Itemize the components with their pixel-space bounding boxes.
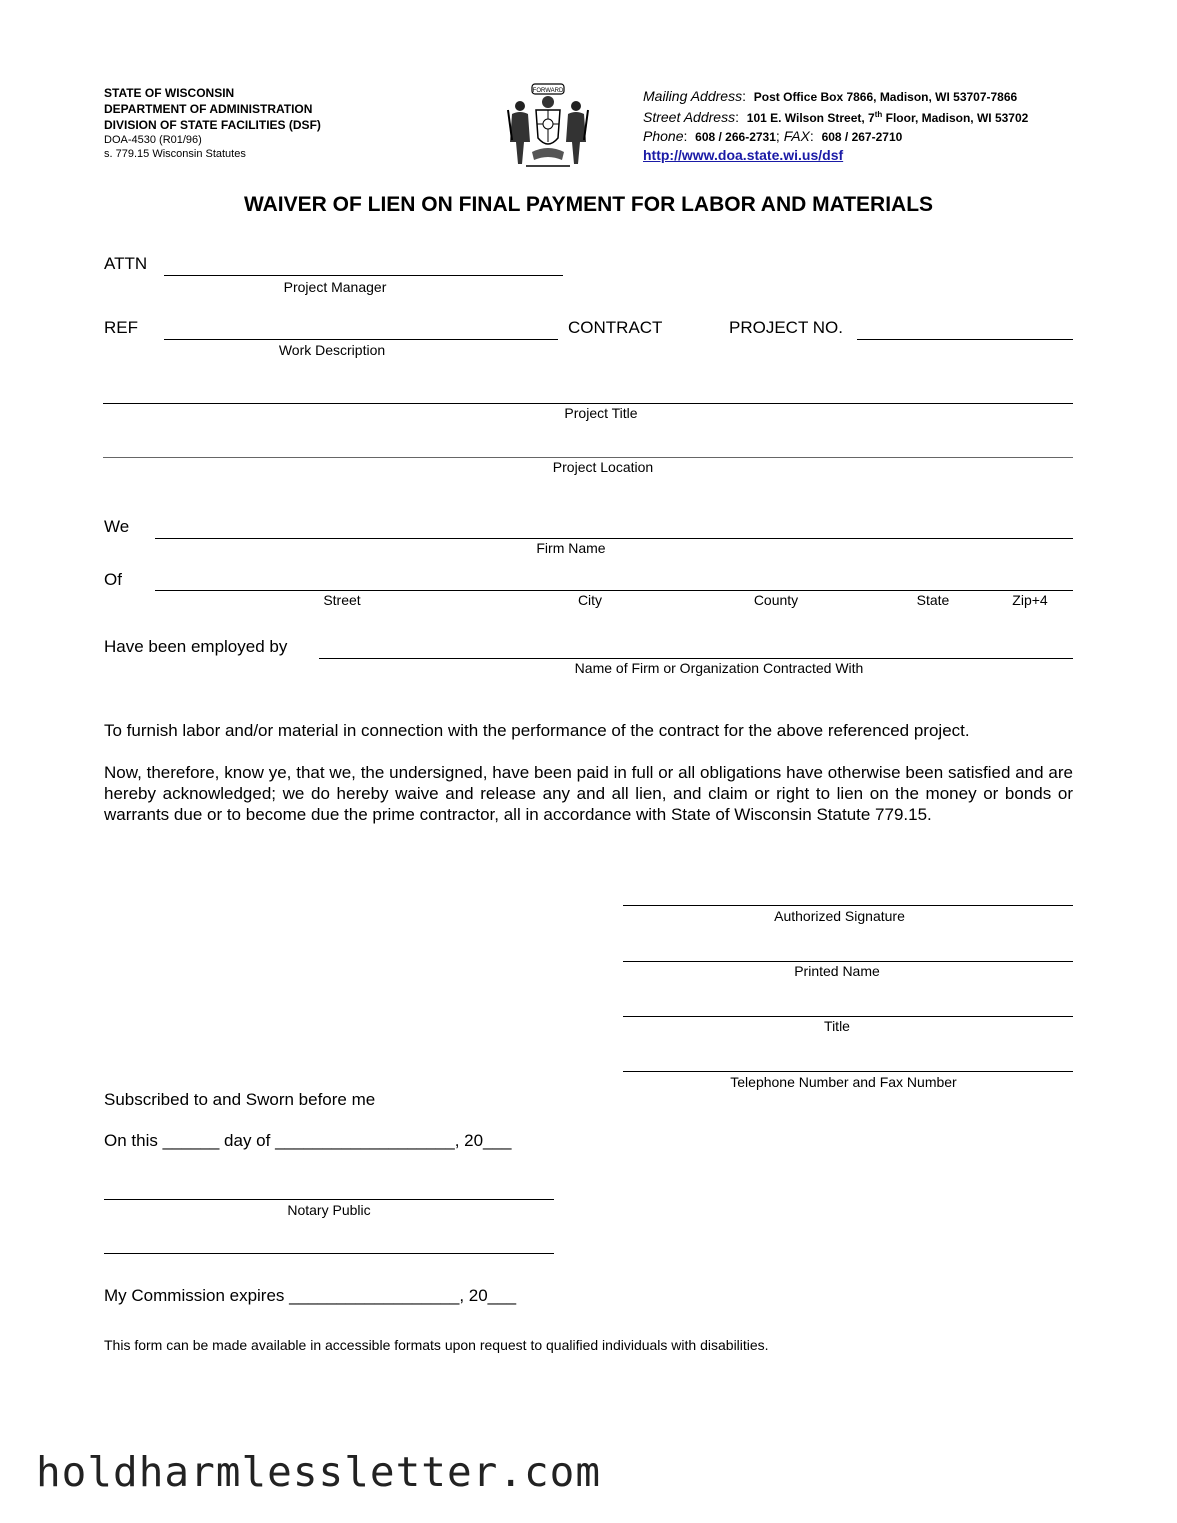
agency-header bbox=[104, 85, 321, 161]
project-location-field[interactable] bbox=[103, 457, 1073, 458]
firm-name-field[interactable] bbox=[155, 538, 1073, 539]
we-label: We bbox=[104, 517, 130, 536]
phone-fax-caption: Telephone Number and Fax Number bbox=[730, 1074, 957, 1090]
notary-signature-field[interactable] bbox=[104, 1199, 554, 1200]
county-caption: County bbox=[753, 592, 799, 608]
employed-by-field[interactable] bbox=[319, 658, 1073, 659]
website-link[interactable]: http://www.doa.state.wi.us/dsf bbox=[643, 147, 844, 163]
paragraph-waiver: Now, therefore, know ye, that we, the undersigned, have been paid in full or all obligations have otherwise been satisfied and are hereby acknowledged; we do hereby waive and release any and all lien, and claim or right to lien on the money or bonds or warrants due or to become due the prime contractor, all in accordance with State of Wisconsin Statute 779.15. bbox=[104, 763, 1073, 824]
contact-info bbox=[643, 87, 1028, 164]
project-title-field[interactable] bbox=[103, 403, 1073, 404]
department-name: DEPARTMENT OF ADMINISTRATION bbox=[104, 102, 313, 116]
authorized-signature-field[interactable] bbox=[623, 905, 1073, 906]
phone-fax: Phone: 608 / 266-2731; FAX: 608 / 267-2710 bbox=[643, 128, 903, 144]
printed-name-field[interactable] bbox=[623, 961, 1073, 962]
title-field[interactable] bbox=[623, 1016, 1073, 1017]
project-title-caption: Project Title bbox=[564, 405, 638, 421]
contract-label: CONTRACT bbox=[568, 318, 663, 337]
street-address: Street Address: 101 E. Wilson Street, 7th Floor, Madison, WI 53702 bbox=[643, 109, 1029, 125]
commission-expires-line[interactable]: My Commission expires __________________, 20___ bbox=[104, 1286, 517, 1305]
authorized-signature-caption: Authorized Signature bbox=[774, 908, 905, 924]
attn-field[interactable] bbox=[164, 275, 563, 276]
employed-by-label: Have been employed by bbox=[104, 637, 288, 656]
accessibility-note: This form can be made available in accessible formats upon request to qualified individuals with disabilities. bbox=[104, 1337, 769, 1353]
division-name: DIVISION OF STATE FACILITIES (DSF) bbox=[104, 118, 321, 132]
employed-by-caption: Name of Firm or Organization Contracted With bbox=[574, 660, 864, 676]
wisconsin-seal-icon bbox=[502, 80, 594, 172]
notary-seal-field[interactable] bbox=[104, 1253, 554, 1254]
address-field[interactable] bbox=[155, 590, 1073, 591]
phone-fax-field[interactable] bbox=[623, 1071, 1073, 1072]
statute-reference: s. 779.15 Wisconsin Statutes bbox=[104, 148, 246, 160]
work-description-caption: Work Description bbox=[278, 342, 386, 358]
ref-field[interactable] bbox=[164, 339, 558, 340]
paragraph-furnish: To furnish labor and/or material in connection with the performance of the contract for the above referenced project. bbox=[104, 721, 970, 740]
city-caption: City bbox=[577, 592, 603, 608]
firm-name-caption: Firm Name bbox=[536, 540, 606, 556]
state-name: STATE OF WISCONSIN bbox=[104, 86, 235, 100]
project-no-label: PROJECT NO. bbox=[729, 318, 843, 337]
project-manager-caption: Project Manager bbox=[283, 279, 387, 295]
printed-name-caption: Printed Name bbox=[794, 963, 880, 979]
sworn-statement: Subscribed to and Sworn before me bbox=[104, 1090, 376, 1109]
title-caption: Title bbox=[824, 1018, 850, 1034]
state-caption: State bbox=[916, 592, 950, 608]
attn-label: ATTN bbox=[104, 254, 148, 273]
notary-public-caption: Notary Public bbox=[287, 1202, 371, 1218]
watermark: holdharmlessletter.com bbox=[36, 1448, 602, 1496]
seal-motto: FORWARD bbox=[532, 88, 564, 94]
street-caption: Street bbox=[323, 592, 361, 608]
of-label: Of bbox=[104, 570, 122, 589]
project-no-field[interactable] bbox=[857, 339, 1073, 340]
project-location-caption: Project Location bbox=[552, 459, 654, 475]
ref-label: REF bbox=[104, 318, 138, 337]
mailing-address: Mailing Address: Post Office Box 7866, Madison, WI 53707-7866 bbox=[643, 88, 1018, 104]
form-number: DOA-4530 (R01/96) bbox=[104, 134, 202, 146]
zip-caption: Zip+4 bbox=[1012, 592, 1048, 608]
on-this-day-line[interactable]: On this ______ day of ___________________, 20___ bbox=[104, 1131, 512, 1150]
form-title: WAIVER OF LIEN ON FINAL PAYMENT FOR LABOR AND MATERIALS bbox=[243, 193, 934, 216]
